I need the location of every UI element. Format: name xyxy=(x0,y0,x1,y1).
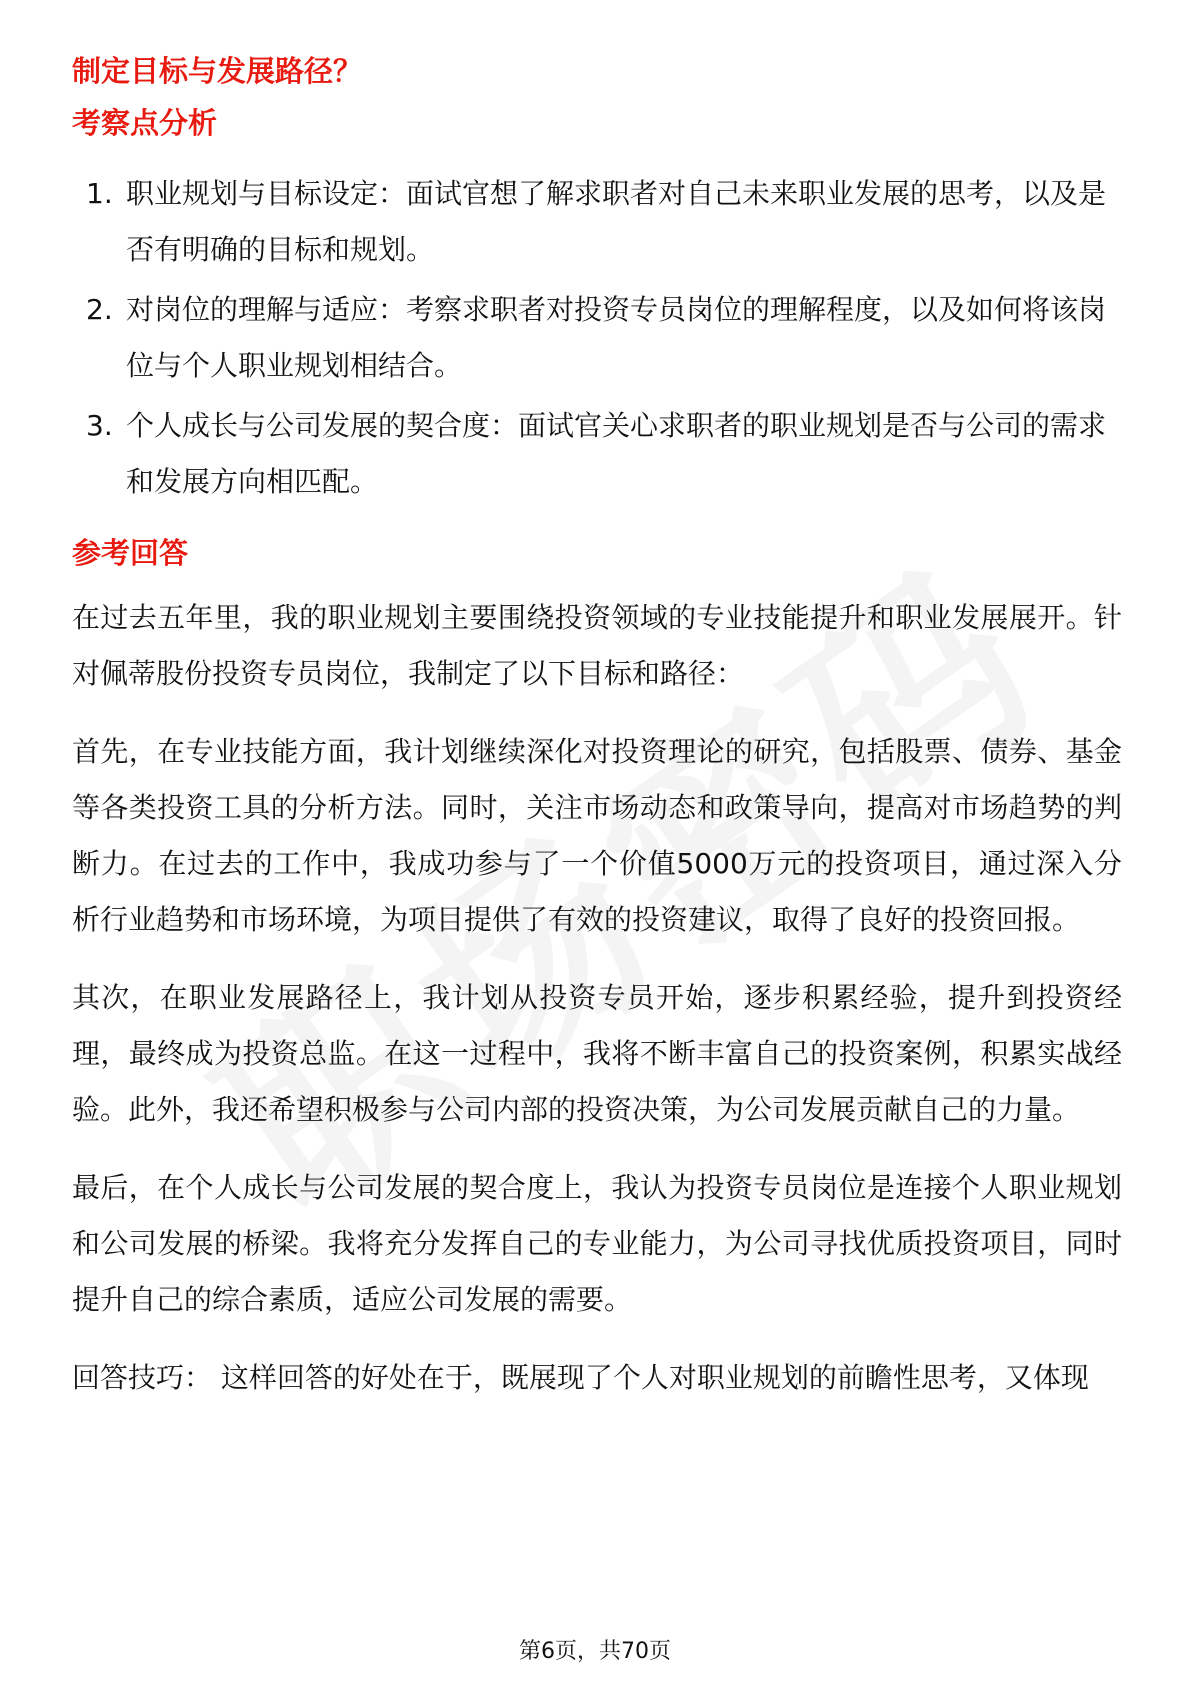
list-number: 1. xyxy=(86,177,113,210)
analysis-list xyxy=(72,166,1122,510)
section-heading-analysis: 考察点分析 xyxy=(72,106,218,140)
question-title: 制定目标与发展路径？ xyxy=(72,54,363,88)
page-number: 第6页，共70页 xyxy=(519,1639,671,1664)
document-body xyxy=(72,48,1122,1428)
list-number: 2. xyxy=(86,293,113,326)
section-heading-answer: 参考回答 xyxy=(72,536,189,570)
answer-paragraph: 在过去五年里，我的职业规划主要围绕投资领域的专业技能提升和职业发展展开。针对佩蒂股份投资专员岗位，我制定了以下目标和路径： xyxy=(72,601,1122,690)
list-text: 对岗位的理解与适应：考察求职者对投资专员岗位的理解程度，以及如何将该岗位与个人职业规划相结合。 xyxy=(126,293,1107,382)
list-item xyxy=(72,282,1122,394)
list-number: 3. xyxy=(86,409,113,442)
answer-paragraph: 其次，在职业发展路径上，我计划从投资专员开始，逐步积累经验，提升到投资经理，最终成为投资总监。在这一过程中，我将不断丰富自己的投资案例，积累实战经验。此外，我还希望积极参与公司内部的投资决策，为公司发展贡献自己的力量。 xyxy=(72,981,1122,1126)
list-item xyxy=(72,398,1122,510)
list-text: 职业规划与目标设定：面试官想了解求职者对自己未来职业发展的思考，以及是否有明确的目标和规划。 xyxy=(126,177,1107,266)
answer-tips: 回答技巧： 这样回答的好处在于，既展现了个人对职业规划的前瞻性思考，又体现 xyxy=(72,1361,1089,1394)
answer-paragraph: 首先，在专业技能方面，我计划继续深化对投资理论的研究，包括股票、债券、基金等各类投资工具的分析方法。同时，关注市场动态和政策导向，提高对市场趋势的判断力。在过去的工作中，我成功参与了一个价值5000万元的投资项目，通过深入分析行业趋势和市场环境，为项目提供了有效的投资建议，取得了良好的投资回报。 xyxy=(72,735,1122,936)
answer-paragraph: 最后，在个人成长与公司发展的契合度上，我认为投资专员岗位是连接个人职业规划和公司发展的桥梁。我将充分发挥自己的专业能力，为公司寻找优质投资项目，同时提升自己的综合素质，适应公司发展的需要。 xyxy=(72,1171,1122,1316)
list-item xyxy=(72,166,1122,278)
list-text: 个人成长与公司发展的契合度：面试官关心求职者的职业规划是否与公司的需求和发展方向相匹配。 xyxy=(126,409,1107,498)
